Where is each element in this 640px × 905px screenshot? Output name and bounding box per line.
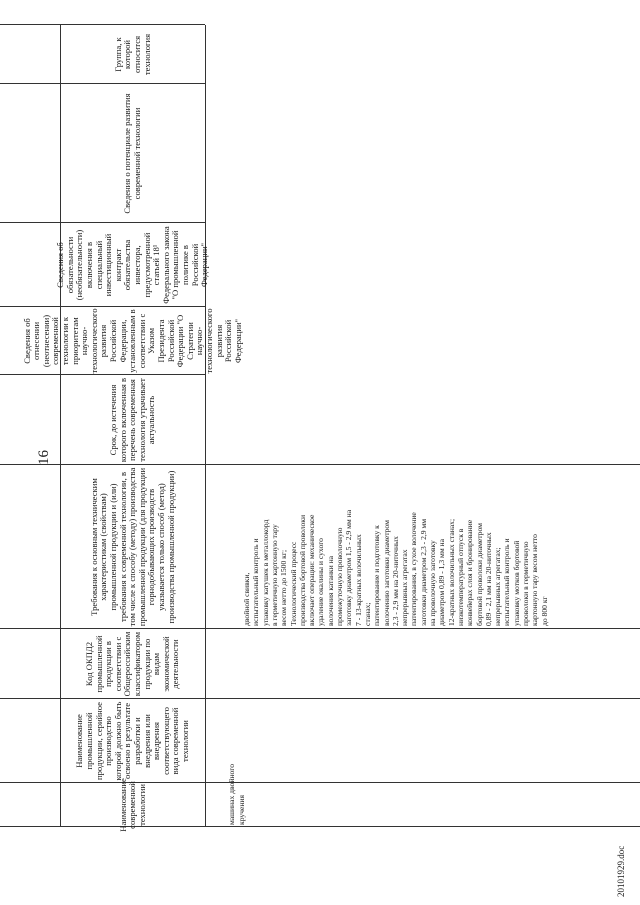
requirements-line: волочения катанки на (325, 555, 335, 626)
requirements-line: 2,3 - 2,9 мм на 20-ниточных (390, 536, 400, 626)
requirements-line: станах; (362, 602, 372, 626)
header-priorities: Сведения об отнесении (неотнесении) современной технологии к приоритетам научно-технологического развития Российской Федерации, установленным в соответствии с Указом Президента Российской Федерации "О Стратегии научно-технологического развития Российской Федерации" (21, 308, 243, 374)
header-requirements: Требования к основным техническим характеристикам (свойствам) промышленной продукции и (или) требования к современной технологии, в том числе к способу (методу) производства промышленной продукции (для продукции горнодобывающих производств указывается только способ (метод) производства промышленной продукции) (88, 467, 176, 627)
requirements-line: Технологический процесс (288, 541, 298, 626)
requirements-line: диаметром 0,89 - 1,3 мм на (437, 539, 447, 626)
header-expiry-term: Срок, до истечения которого включенная в перечень современная технология утрачивает актуальность (108, 377, 157, 463)
technology-name-line-1: машинах двойного (227, 763, 236, 825)
requirements-line: испытательный контроль и (251, 538, 261, 626)
requirements-line: испытательный контроль и (502, 538, 512, 626)
requirements-line: патентирование и подготовку к (372, 525, 382, 626)
requirements-line: 7 - 13-кратных волочильных (353, 534, 363, 626)
requirements-line: до 800 кг (539, 596, 549, 626)
requirements-line: упаковку мотков бортовой (511, 540, 521, 626)
requirements-line: весом нетто до 1500 кг; (279, 549, 289, 626)
header-technology-name: Наименование современной технологии (117, 778, 147, 832)
requirements-line: двойной свивки, (242, 572, 251, 626)
requirements-line: 12-кратных волочильных станах; (446, 518, 456, 626)
requirements-line: проволоки в герметичную (521, 541, 530, 626)
page-number: 16 (36, 450, 52, 465)
requirements-line: низкотемпературный отпуск в (455, 528, 465, 626)
header-contract-obligation: Сведения об обязательности (необязательности) включения в специальный инвестиционный контракт обязательства инвестора, предусмотренной статьей 18¹ Федерального закона "О промышленной политике в Российской Федерации" (55, 226, 210, 304)
header-technology-group: Группа, к которой относится технология (112, 33, 152, 76)
requirements-line: удаление окалины и сухого (316, 538, 326, 626)
requirements-line: патентирования, в сухое волочение (409, 512, 419, 626)
requirements-line: волочению заготовки диаметром (381, 520, 391, 626)
requirements-line: производства бортовой проволоки (297, 514, 307, 626)
requirements-line: включает операции: механическое (307, 514, 317, 626)
header-okpd2-code: Код ОКПД2 промышленной продукции в соответствии с Общероссийским классификатором продукции по видам экономической деятельности (84, 631, 181, 697)
requirements-line: 0,89 - 2,1 мм на 20-ниточных (483, 532, 493, 626)
header-top-line (60, 25, 61, 827)
header-bottom-line (205, 25, 206, 827)
technology-name-line-2: кручения (237, 795, 246, 825)
requirements-line: непрерывных агрегатах (400, 549, 410, 626)
requirements-line: в герметичную картонную тару (269, 524, 279, 626)
requirements-line: заготовки диаметром 2,3 - 2,9 мм (418, 518, 428, 626)
requirements-line: на проволочную заготовку (428, 540, 437, 626)
requirements-line: картонную тару весом нетто (530, 534, 540, 626)
requirements-line: конвейерах слоя и бронирование (465, 519, 475, 626)
requirements-line: промежуточную проволочную (335, 527, 344, 626)
requirements-line: непрерывных агрегатах; (493, 547, 503, 626)
requirements-line: заготовку диаметром 1,5 - 2,9 мм на (344, 509, 354, 626)
requirements-line: упаковку катушек в металлокорд (260, 519, 270, 626)
requirements-line: бортовой проволоки диаметром (474, 523, 484, 626)
header-product-name: Наименование промышленной продукции, серийное производство которой должно быть освоено в результате разработки и внедрения или внедрения соответствующего вида современной технологии (74, 701, 190, 781)
header-development-potential: Сведения о потенциале развития современной технологии (122, 93, 142, 214)
document-code: 20101929.doc (616, 845, 626, 897)
